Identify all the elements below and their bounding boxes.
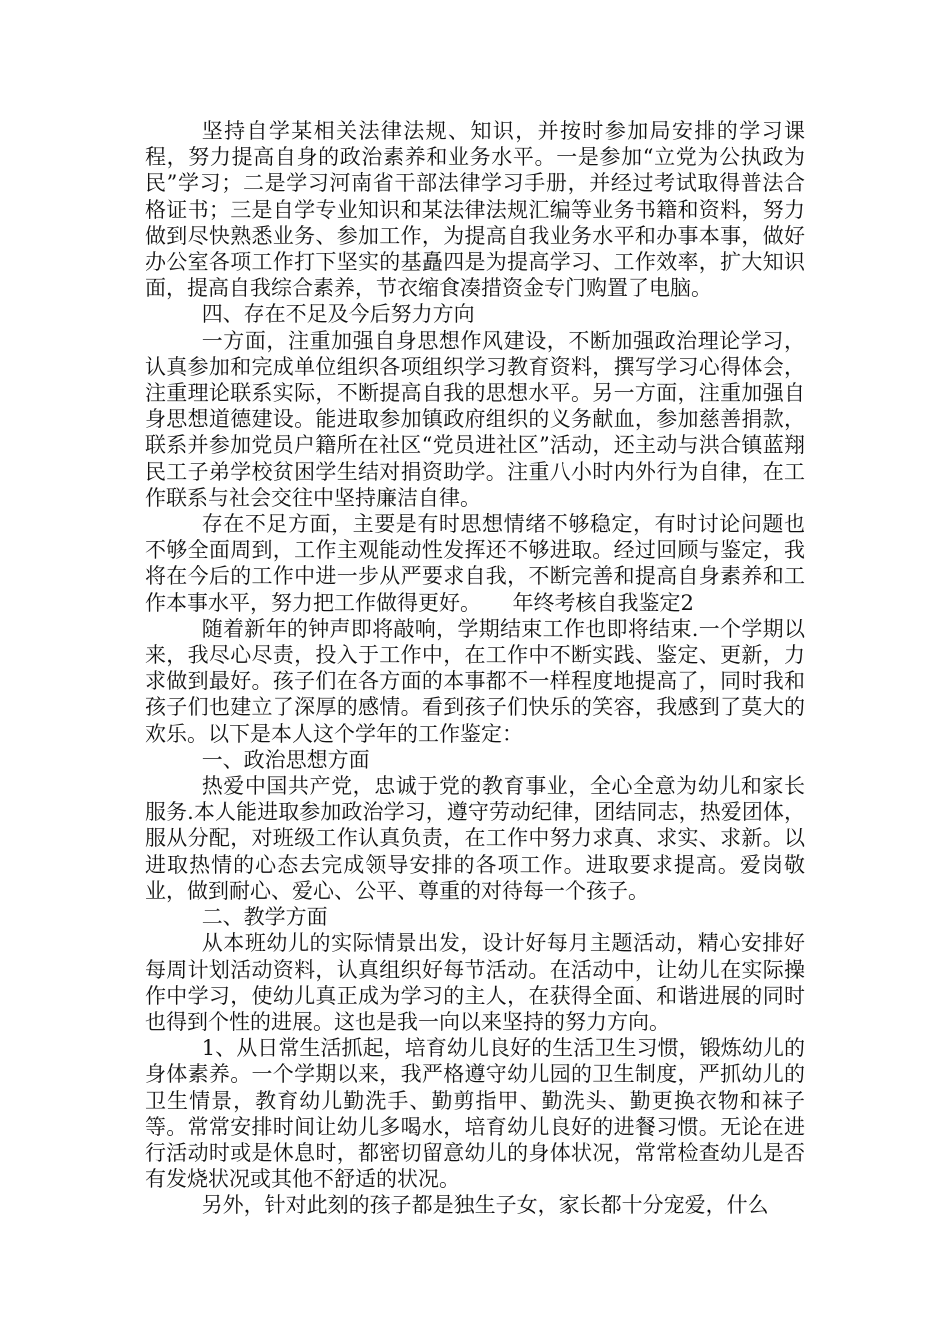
paragraph-teaching: 从本班幼儿的实际情景出发，设计好每月主题活动，精心安排好每周计划活动资料，认真组织好每节活动。在活动中，让幼儿在实际操作中学习，使幼儿真正成为学习的主人，在获得全面、和谐进展的同时也得到个性的进展。这也是我一向以来坚持的努力方向。 — [145, 931, 805, 1034]
paragraph-semester-summary: 随着新年的钟声即将敲响，学期结束工作也即将结束.一个学期以来，我尽心尽责，投入于工作中，在工作中不断实践、鉴定、更新，力求做到最好。孩子们在各方面的本事都不一样程度地提高了，同时我和孩子们也建立了深厚的感情。看到孩子们快乐的笑容，我感到了莫大的欢乐。以下是本人这个学年的工作鉴定： — [145, 616, 805, 746]
paragraph-ideology-building: 一方面，注重加强自身思想作风建设，不断加强政治理论学习，认真参加和完成单位组织各项组织学习教育资料，撰写学习心得体会，注重理论联系实际，不断提高自我的思想水平。另一方面，注重加强自身思想道德建设。能进取参加镇政府组织的义务献血，参加慈善捐款，联系并参加党员户籍所在社区“党员进社区”活动，还主动与洪合镇蓝翔民工子弟学校贫困学生结对捐资助学。注重八小时内外行为自律，在工作联系与社会交往中坚持廉洁自律。 — [145, 328, 805, 510]
section-heading-shortcomings: 四、存在不足及今后努力方向 — [201, 302, 475, 327]
paragraph-shortcomings: 存在不足方面，主要是有时思想情绪不够稳定，有时讨论问题也不够全面周到，工作主观能动性发挥还不够进取。经过回顾与鉴定，我将在今后的工作中进一步从严要求自我，不断完善和提高自身素养和工作本事水平，努力把工作做得更好。 年终考核自我鉴定2 — [145, 512, 805, 615]
paragraph-only-children: 另外，针对此刻的孩子都是独生子女，家长都十分宠爱，什么 — [201, 1193, 769, 1218]
section-heading-teaching: 二、教学方面 — [201, 905, 328, 930]
paragraph-self-study: 坚持自学某相关法律法规、知识，并按时参加局安排的学习课程，努力提高自身的政治素养和业务水平。一是参加“立党为公执政为民”学习；二是学习河南省干部法律学习手册，并经过考试取得普法合格证书；三是自学专业知识和某法律法规汇编等业务书籍和资料，努力做到尽快熟悉业务、参加工作，为提高自我业务水平和办事本事，做好办公室各项工作打下坚实的基矗四是为提高学习、工作效率，扩大知识面，提高自我综合素养，节衣缩食凑措资金专门购置了电脑。 — [145, 119, 805, 301]
document-body — [145, 118, 805, 1219]
paragraph-hygiene-habits: 1、从日常生活抓起，培育幼儿良好的生活卫生习惯，锻炼幼儿的身体素养。一个学期以来，我严格遵守幼儿园的卫生制度，严抓幼儿的卫生情景，教育幼儿勤洗手、勤剪指甲、勤洗头、勤更换衣物和袜子等。常常安排时间让幼儿多喝水，培育幼儿良好的进餐习惯。无论在进行活动时或是休息时，都密切留意幼儿的身体状况，常常检查幼儿是否有发烧状况或其他不舒适的状况。 — [145, 1036, 805, 1192]
section-heading-political: 一、政治思想方面 — [201, 747, 370, 772]
paragraph-political: 热爱中国共产党，忠诚于党的教育事业，全心全意为幼儿和家长服务.本人能进取参加政治学习，遵守劳动纪律，团结同志，热爱团体，服从分配，对班级工作认真负责，在工作中努力求真、求实、求新。以进取热情的心态去完成领导安排的各项工作。进取要求提高。爱岗敬业，做到耐心、爱心、公平、尊重的对待每一个孩子。 — [145, 774, 805, 903]
